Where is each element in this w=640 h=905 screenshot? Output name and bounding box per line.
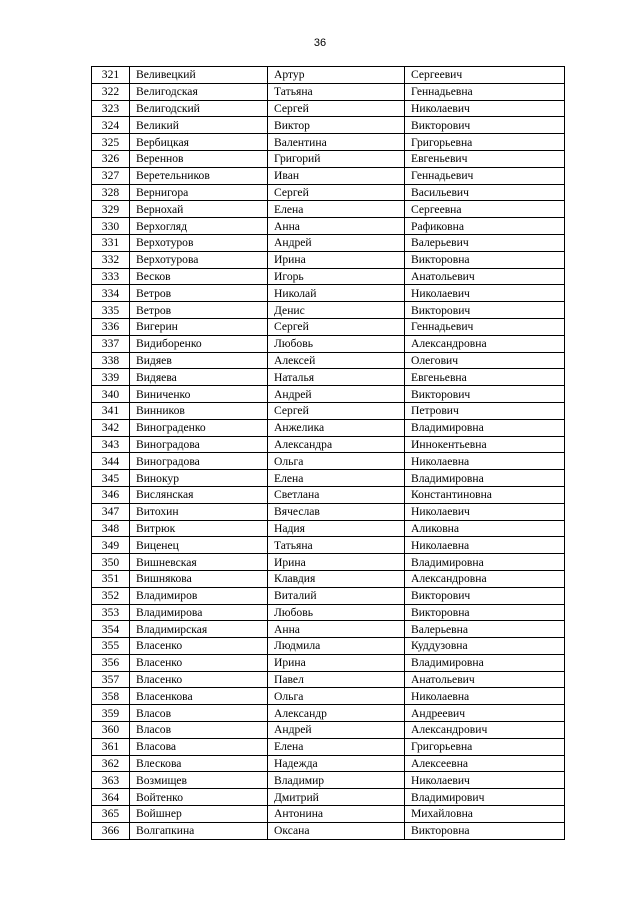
first-name-cell: Татьяна (268, 537, 405, 554)
last-name-cell: Вишневская (130, 554, 268, 571)
row-number-cell: 341 (92, 402, 130, 419)
last-name-cell: Виценец (130, 537, 268, 554)
last-name-cell: Вернохай (130, 201, 268, 218)
patronymic-cell: Владимировна (405, 470, 565, 487)
row-number-cell: 331 (92, 234, 130, 251)
first-name-cell: Любовь (268, 335, 405, 352)
table-row (92, 789, 565, 806)
row-number-cell: 351 (92, 570, 130, 587)
first-name-cell: Антонина (268, 806, 405, 823)
patronymic-cell: Викторович (405, 302, 565, 319)
table-row (92, 167, 565, 184)
patronymic-cell: Владимировна (405, 419, 565, 436)
row-number-cell: 355 (92, 638, 130, 655)
table-row (92, 738, 565, 755)
patronymic-cell: Григорьевна (405, 738, 565, 755)
row-number-cell: 346 (92, 486, 130, 503)
first-name-cell: Андрей (268, 386, 405, 403)
first-name-cell: Игорь (268, 268, 405, 285)
last-name-cell: Вишнякова (130, 570, 268, 587)
first-name-cell: Ольга (268, 688, 405, 705)
table-row (92, 822, 565, 839)
patronymic-cell: Викторович (405, 587, 565, 604)
first-name-cell: Ирина (268, 554, 405, 571)
patronymic-cell: Владимировна (405, 554, 565, 571)
last-name-cell: Виноградова (130, 453, 268, 470)
row-number-cell: 326 (92, 150, 130, 167)
table-row (92, 386, 565, 403)
table-row (92, 638, 565, 655)
last-name-cell: Власов (130, 722, 268, 739)
first-name-cell: Сергей (268, 318, 405, 335)
patronymic-cell: Николаевич (405, 100, 565, 117)
first-name-cell: Сергей (268, 100, 405, 117)
patronymic-cell: Викторовна (405, 604, 565, 621)
patronymic-cell: Андреевич (405, 705, 565, 722)
first-name-cell: Андрей (268, 234, 405, 251)
row-number-cell: 332 (92, 251, 130, 268)
table-row (92, 537, 565, 554)
row-number-cell: 333 (92, 268, 130, 285)
row-number-cell: 359 (92, 705, 130, 722)
last-name-cell: Видяев (130, 352, 268, 369)
last-name-cell: Войтенко (130, 789, 268, 806)
table-row (92, 587, 565, 604)
patronymic-cell: Владимирович (405, 789, 565, 806)
patronymic-cell: Анатольевич (405, 268, 565, 285)
last-name-cell: Владимирская (130, 621, 268, 638)
table-row (92, 520, 565, 537)
last-name-cell: Ветров (130, 285, 268, 302)
patronymic-cell: Алексеевна (405, 755, 565, 772)
row-number-cell: 325 (92, 134, 130, 151)
last-name-cell: Витохин (130, 503, 268, 520)
table-row (92, 654, 565, 671)
last-name-cell: Виниченко (130, 386, 268, 403)
first-name-cell: Алексей (268, 352, 405, 369)
last-name-cell: Власенко (130, 671, 268, 688)
table-row (92, 335, 565, 352)
patronymic-cell: Васильевич (405, 184, 565, 201)
patronymic-cell: Евгеньевич (405, 150, 565, 167)
row-number-cell: 337 (92, 335, 130, 352)
last-name-cell: Власова (130, 738, 268, 755)
first-name-cell: Вячеслав (268, 503, 405, 520)
first-name-cell: Ирина (268, 654, 405, 671)
patronymic-cell: Николаевич (405, 285, 565, 302)
first-name-cell: Светлана (268, 486, 405, 503)
patronymic-cell: Анатольевич (405, 671, 565, 688)
table-row (92, 67, 565, 84)
patronymic-cell: Николаевна (405, 453, 565, 470)
row-number-cell: 347 (92, 503, 130, 520)
row-number-cell: 356 (92, 654, 130, 671)
row-number-cell: 335 (92, 302, 130, 319)
table-row (92, 453, 565, 470)
table-row (92, 503, 565, 520)
table-row (92, 419, 565, 436)
first-name-cell: Клавдия (268, 570, 405, 587)
patronymic-cell: Викторович (405, 386, 565, 403)
patronymic-cell: Николаевич (405, 503, 565, 520)
last-name-cell: Вислянская (130, 486, 268, 503)
page-number: 36 (313, 37, 327, 49)
patronymic-cell: Александрович (405, 722, 565, 739)
patronymic-cell: Сергеевна (405, 201, 565, 218)
first-name-cell: Людмила (268, 638, 405, 655)
last-name-cell: Велигодская (130, 83, 268, 100)
first-name-cell: Андрей (268, 722, 405, 739)
last-name-cell: Вернигора (130, 184, 268, 201)
first-name-cell: Валентина (268, 134, 405, 151)
first-name-cell: Павел (268, 671, 405, 688)
last-name-cell: Вереннов (130, 150, 268, 167)
first-name-cell: Сергей (268, 184, 405, 201)
first-name-cell: Дмитрий (268, 789, 405, 806)
row-number-cell: 344 (92, 453, 130, 470)
last-name-cell: Винокур (130, 470, 268, 487)
patronymic-cell: Геннадьевич (405, 167, 565, 184)
first-name-cell: Елена (268, 201, 405, 218)
row-number-cell: 324 (92, 117, 130, 134)
last-name-cell: Возмищев (130, 772, 268, 789)
table-row (92, 318, 565, 335)
last-name-cell: Вербицкая (130, 134, 268, 151)
last-name-cell: Войшнер (130, 806, 268, 823)
table-row (92, 705, 565, 722)
table-row (92, 83, 565, 100)
table-row (92, 436, 565, 453)
table-row (92, 369, 565, 386)
row-number-cell: 348 (92, 520, 130, 537)
table-row (92, 806, 565, 823)
table-row (92, 302, 565, 319)
table-row (92, 268, 565, 285)
table-row (92, 402, 565, 419)
row-number-cell: 352 (92, 587, 130, 604)
row-number-cell: 343 (92, 436, 130, 453)
first-name-cell: Артур (268, 67, 405, 84)
last-name-cell: Верхотурова (130, 251, 268, 268)
last-name-cell: Власенкова (130, 688, 268, 705)
first-name-cell: Николай (268, 285, 405, 302)
first-name-cell: Любовь (268, 604, 405, 621)
table-row (92, 722, 565, 739)
table-row (92, 671, 565, 688)
row-number-cell: 349 (92, 537, 130, 554)
first-name-cell: Ольга (268, 453, 405, 470)
patronymic-cell: Николаевна (405, 688, 565, 705)
table-row (92, 554, 565, 571)
table-row (92, 688, 565, 705)
table-row (92, 201, 565, 218)
first-name-cell: Анжелика (268, 419, 405, 436)
first-name-cell: Елена (268, 470, 405, 487)
row-number-cell: 366 (92, 822, 130, 839)
row-number-cell: 322 (92, 83, 130, 100)
last-name-cell: Весков (130, 268, 268, 285)
patronymic-cell: Константиновна (405, 486, 565, 503)
patronymic-cell: Николаевич (405, 772, 565, 789)
first-name-cell: Анна (268, 621, 405, 638)
patronymic-cell: Владимировна (405, 654, 565, 671)
row-number-cell: 365 (92, 806, 130, 823)
first-name-cell: Александр (268, 705, 405, 722)
first-name-cell: Ирина (268, 251, 405, 268)
last-name-cell: Витрюк (130, 520, 268, 537)
table-row (92, 184, 565, 201)
last-name-cell: Велигодский (130, 100, 268, 117)
patronymic-cell: Валерьевич (405, 234, 565, 251)
first-name-cell: Надия (268, 520, 405, 537)
first-name-cell: Анна (268, 218, 405, 235)
patronymic-cell: Геннадьевич (405, 318, 565, 335)
row-number-cell: 334 (92, 285, 130, 302)
patronymic-cell: Аликовна (405, 520, 565, 537)
last-name-cell: Видяева (130, 369, 268, 386)
last-name-cell: Влескова (130, 755, 268, 772)
row-number-cell: 323 (92, 100, 130, 117)
first-name-cell: Татьяна (268, 83, 405, 100)
first-name-cell: Сергей (268, 402, 405, 419)
patronymic-cell: Евгеньевна (405, 369, 565, 386)
first-name-cell: Денис (268, 302, 405, 319)
row-number-cell: 327 (92, 167, 130, 184)
patronymic-cell: Викторович (405, 117, 565, 134)
patronymic-cell: Куддузовна (405, 638, 565, 655)
table-row (92, 134, 565, 151)
patronymic-cell: Валерьевна (405, 621, 565, 638)
row-number-cell: 328 (92, 184, 130, 201)
patronymic-cell: Александровна (405, 570, 565, 587)
row-number-cell: 330 (92, 218, 130, 235)
row-number-cell: 358 (92, 688, 130, 705)
row-number-cell: 342 (92, 419, 130, 436)
last-name-cell: Веливецкий (130, 67, 268, 84)
first-name-cell: Александра (268, 436, 405, 453)
last-name-cell: Видиборенко (130, 335, 268, 352)
table-row (92, 100, 565, 117)
row-number-cell: 350 (92, 554, 130, 571)
row-number-cell: 336 (92, 318, 130, 335)
last-name-cell: Верхогляд (130, 218, 268, 235)
row-number-cell: 362 (92, 755, 130, 772)
patronymic-cell: Григорьевна (405, 134, 565, 151)
table-row (92, 486, 565, 503)
table-row (92, 604, 565, 621)
last-name-cell: Власов (130, 705, 268, 722)
table-row (92, 621, 565, 638)
first-name-cell: Владимир (268, 772, 405, 789)
last-name-cell: Волгапкина (130, 822, 268, 839)
first-name-cell: Надежда (268, 755, 405, 772)
roster-table-body (92, 67, 565, 840)
last-name-cell: Ветров (130, 302, 268, 319)
patronymic-cell: Рафиковна (405, 218, 565, 235)
roster-table (91, 66, 565, 840)
last-name-cell: Веретельников (130, 167, 268, 184)
table-row (92, 150, 565, 167)
row-number-cell: 363 (92, 772, 130, 789)
patronymic-cell: Сергеевич (405, 67, 565, 84)
last-name-cell: Винников (130, 402, 268, 419)
last-name-cell: Виноградова (130, 436, 268, 453)
first-name-cell: Виталий (268, 587, 405, 604)
row-number-cell: 357 (92, 671, 130, 688)
patronymic-cell: Николаевна (405, 537, 565, 554)
patronymic-cell: Петрович (405, 402, 565, 419)
last-name-cell: Владимирова (130, 604, 268, 621)
first-name-cell: Григорий (268, 150, 405, 167)
table-row (92, 117, 565, 134)
row-number-cell: 338 (92, 352, 130, 369)
patronymic-cell: Викторовна (405, 251, 565, 268)
table-row (92, 570, 565, 587)
first-name-cell: Наталья (268, 369, 405, 386)
row-number-cell: 329 (92, 201, 130, 218)
first-name-cell: Виктор (268, 117, 405, 134)
row-number-cell: 364 (92, 789, 130, 806)
first-name-cell: Оксана (268, 822, 405, 839)
table-row (92, 772, 565, 789)
row-number-cell: 340 (92, 386, 130, 403)
patronymic-cell: Михайловна (405, 806, 565, 823)
row-number-cell: 321 (92, 67, 130, 84)
first-name-cell: Иван (268, 167, 405, 184)
table-row (92, 285, 565, 302)
last-name-cell: Владимиров (130, 587, 268, 604)
last-name-cell: Власенко (130, 638, 268, 655)
row-number-cell: 345 (92, 470, 130, 487)
row-number-cell: 361 (92, 738, 130, 755)
row-number-cell: 339 (92, 369, 130, 386)
patronymic-cell: Геннадьевна (405, 83, 565, 100)
row-number-cell: 354 (92, 621, 130, 638)
row-number-cell: 360 (92, 722, 130, 739)
table-row (92, 352, 565, 369)
table-row (92, 470, 565, 487)
patronymic-cell: Иннокентьевна (405, 436, 565, 453)
first-name-cell: Елена (268, 738, 405, 755)
row-number-cell: 353 (92, 604, 130, 621)
table-row (92, 218, 565, 235)
last-name-cell: Винограденко (130, 419, 268, 436)
patronymic-cell: Олегович (405, 352, 565, 369)
table-row (92, 755, 565, 772)
table-row (92, 251, 565, 268)
table-row (92, 234, 565, 251)
patronymic-cell: Викторовна (405, 822, 565, 839)
last-name-cell: Верхотуров (130, 234, 268, 251)
patronymic-cell: Александровна (405, 335, 565, 352)
last-name-cell: Великий (130, 117, 268, 134)
last-name-cell: Вигерин (130, 318, 268, 335)
last-name-cell: Власенко (130, 654, 268, 671)
